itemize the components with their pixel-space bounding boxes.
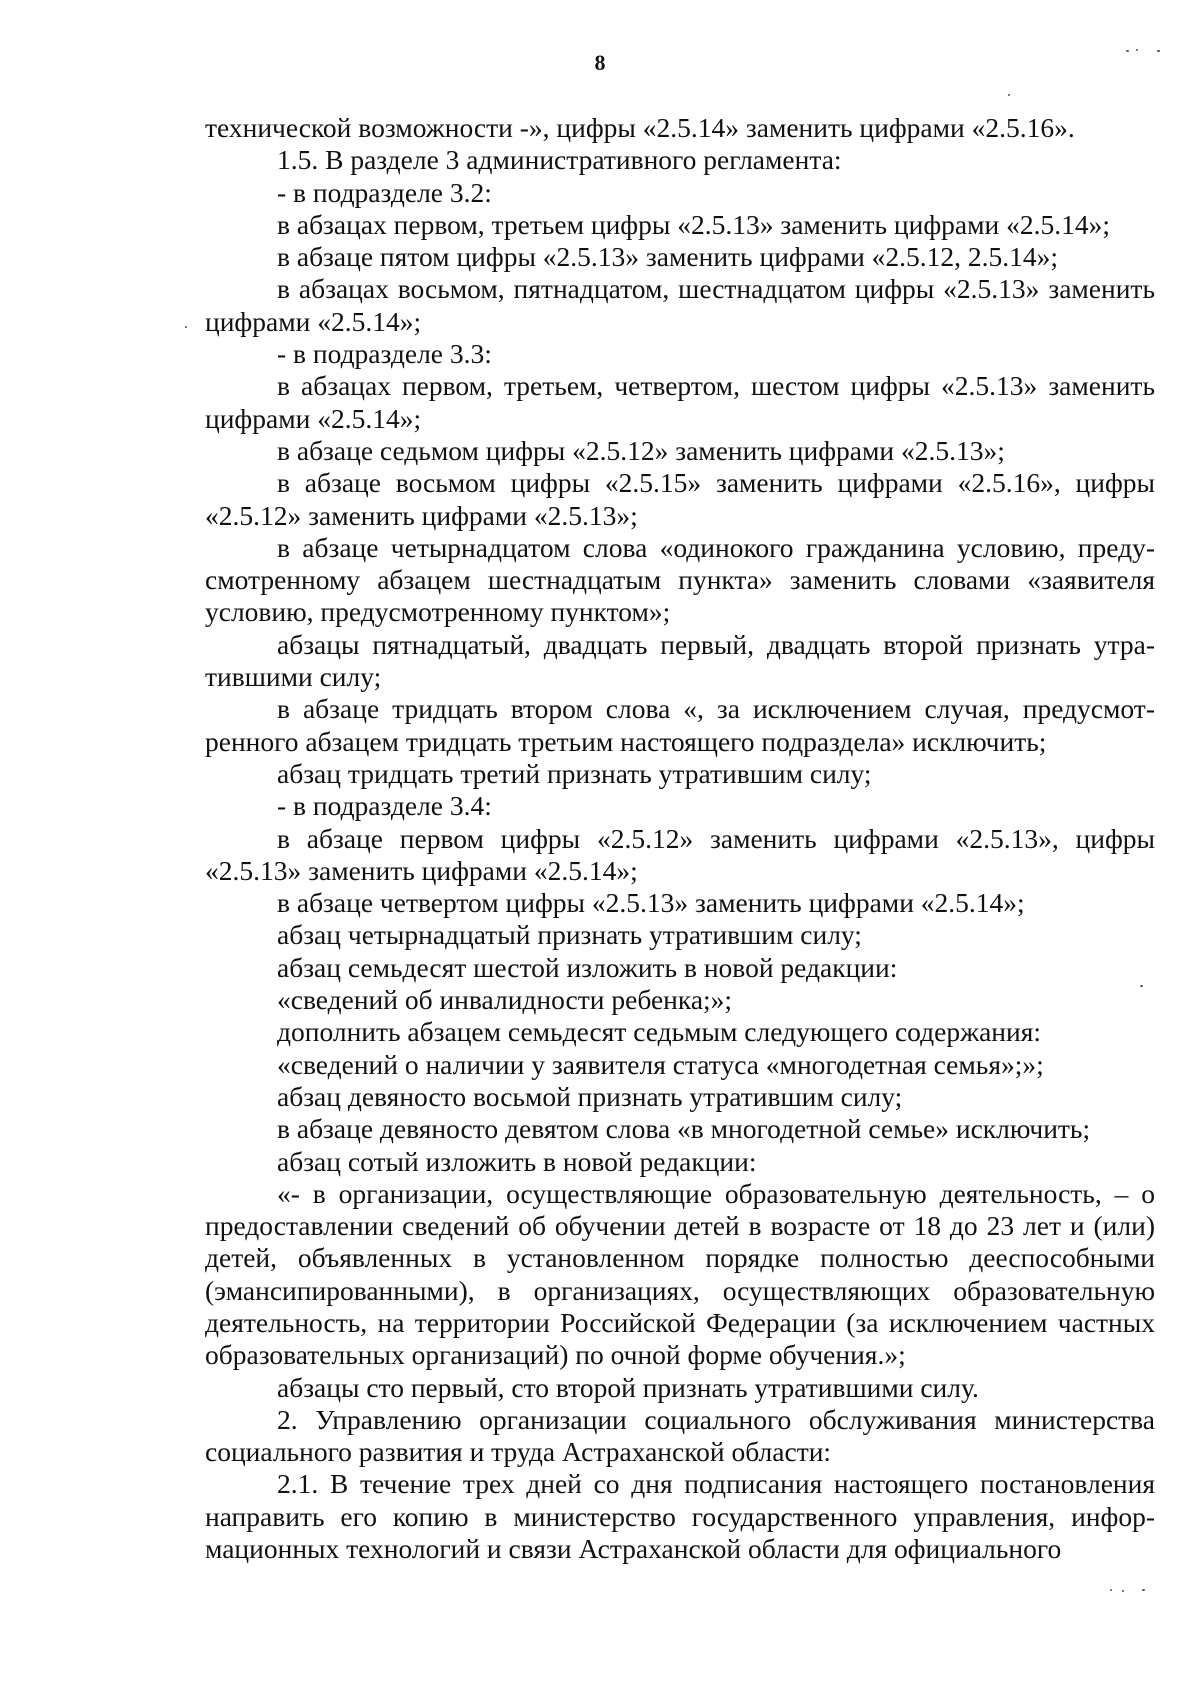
paragraph: абзац девяносто восьмой признать утратившим силу;: [277, 1080, 903, 1112]
paragraph: «сведений об инвалидности ребенка;»;: [277, 984, 733, 1016]
paragraph: в абзаце пятом цифры «2.5.13» заменить цифрами «2.5.12, 2.5.14»;: [277, 241, 1059, 273]
paragraph: в абзацах первом, третьем, четвертом, шестом цифры «2.5.13» заменить цифрами «2.5.14»;: [205, 370, 1155, 434]
paragraph: в абзаце четвертом цифры «2.5.13» заменить цифрами «2.5.14»;: [277, 887, 1025, 919]
paragraph: в абзаце тридцать втором слова «, за исключением случая, предусмотренного абзацем тридцать третьим настоящего подраздела» исключить;: [205, 693, 1155, 757]
paragraph: в абзацах первом, третьем цифры «2.5.13» заменить цифрами «2.5.14»;: [277, 208, 1110, 240]
paragraph: 2. Управлению организации социального обслуживания министерства социального развития и труда Астраханской области:: [205, 1403, 1155, 1468]
paragraph: в абзаце девяносто девятом слова «в многодетной семье» исключить;: [277, 1113, 1091, 1145]
paragraph: - в подразделе 3.4:: [277, 790, 492, 822]
paragraph: - в подразделе 3.2:: [277, 176, 492, 208]
paragraph: абзацы пятнадцатый, двадцать первый, двадцать второй признать утратившими силу;: [205, 628, 1155, 693]
paragraph: абзацы сто первый, сто второй признать утратившими силу.: [277, 1371, 979, 1403]
paragraph: в абзаце восьмом цифры «2.5.15» заменить цифрами «2.5.16», цифры «2.5.12» заменить цифрами «2.5.13»;: [205, 467, 1155, 531]
paragraph: абзац тридцать третий признать утратившим силу;: [277, 757, 872, 789]
paragraph: - в подразделе 3.3:: [277, 338, 492, 370]
paragraph: 1.5. В разделе 3 административного регламента:: [277, 144, 842, 176]
paragraph: абзац сотый изложить в новой редакции:: [277, 1145, 757, 1177]
paragraph: в абзаце четырнадцатом слова «одинокого гражданина условию, предусмотренному абзацем шестнадцатым пункта» заменить словами «заявителя условию, предусмотренному пунктом»;: [205, 531, 1155, 628]
paragraph: «- в организации, осуществляющие образовательную деятельность, – о предоставлении сведений об обучении детей в возрасте от 18 до 23 лет и (или) детей, объявленных в установленном порядке полностью дееспособными (эмансипированными), в организациях, осуществляющих образовательную деятельность, на территории Российской Федерации (за исключением частных образовательных организаций) по очной форме обучения.»;: [205, 1177, 1155, 1371]
paragraph: в абзацах восьмом, пятнадцатом, шестнадцатом цифры «2.5.13» заменить цифрами «2.5.14»;: [205, 273, 1155, 337]
document-body: [205, 112, 1155, 1565]
paragraph: в абзаце седьмом цифры «2.5.12» заменить цифрами «2.5.13»;: [277, 434, 1005, 466]
paragraph: в абзаце первом цифры «2.5.12» заменить цифрами «2.5.13», цифры «2.5.13» заменить цифрами «2.5.14»;: [205, 822, 1155, 886]
paragraph: технической возможности -», цифры «2.5.14» заменить цифрами «2.5.16».: [205, 112, 1075, 143]
paragraph: дополнить абзацем семьдесят седьмым следующего содержания:: [277, 1016, 1041, 1048]
paragraph: 2.1. В течение трех дней со дня подписания настоящего постановления направить его копию в министерство государственного управления, информационных технологий и связи Астраханской области для официального: [205, 1468, 1155, 1565]
paragraph: «сведений о наличии у заявителя статуса «многодетная семья»;»;: [277, 1048, 1044, 1080]
paragraph: абзац семьдесят шестой изложить в новой редакции:: [277, 951, 898, 983]
paragraph: абзац четырнадцатый признать утратившим силу;: [277, 919, 862, 951]
page-number: 8: [594, 50, 606, 75]
